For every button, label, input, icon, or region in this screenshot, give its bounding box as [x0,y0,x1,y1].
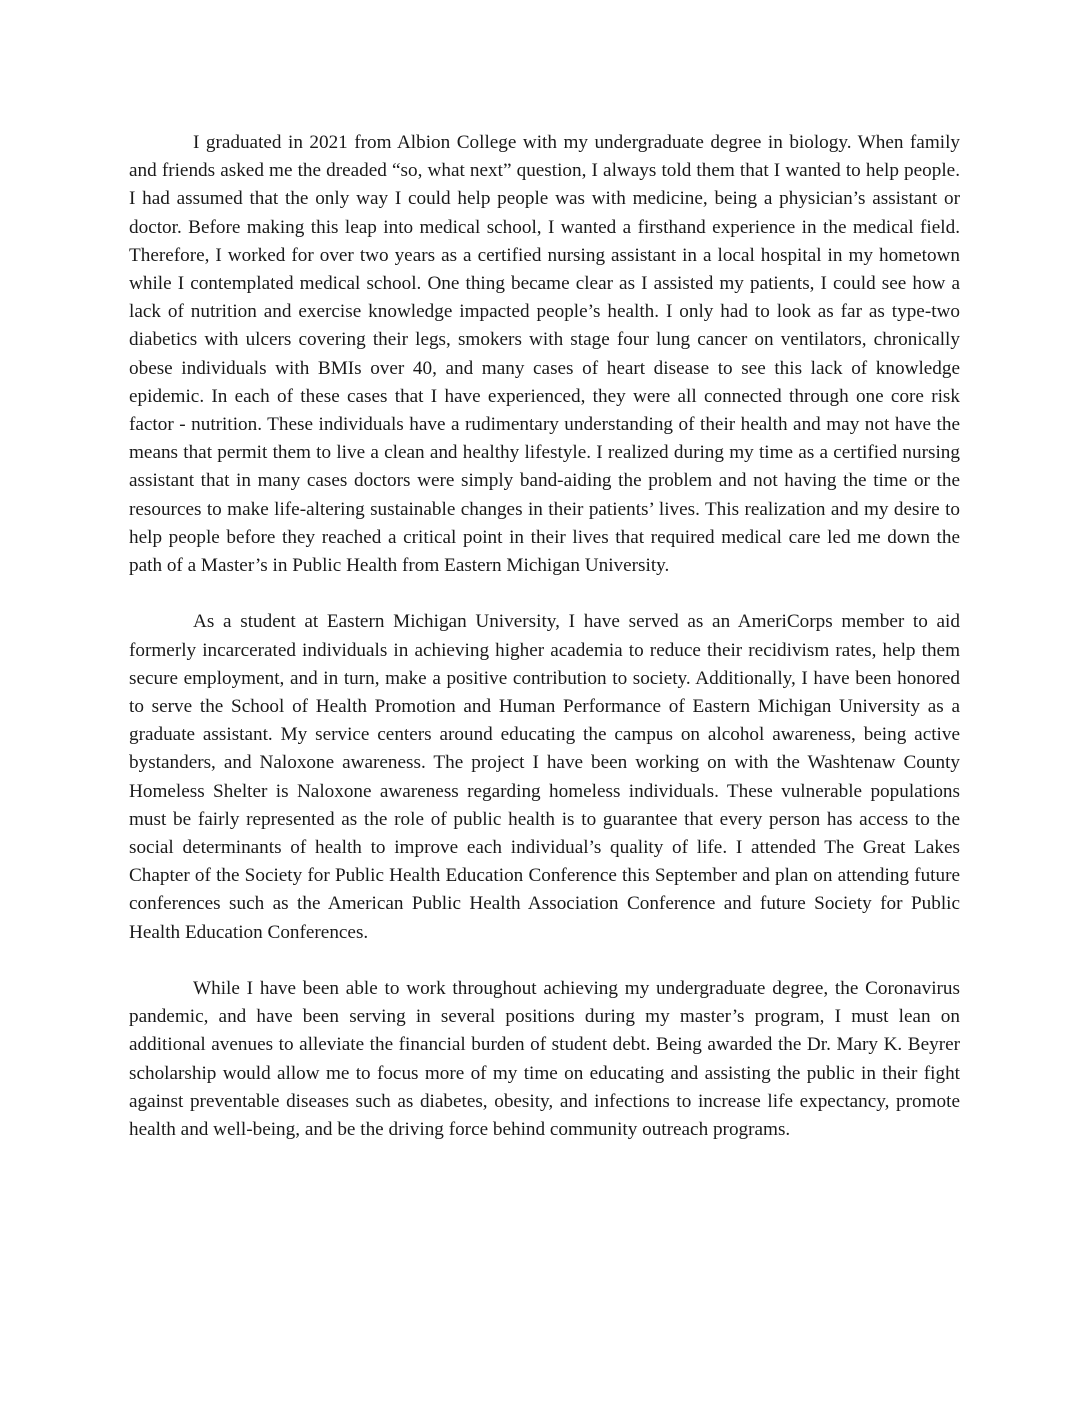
paragraph-education-background: I graduated in 2021 from Albion College with my undergraduate degree in biology. When family and friends asked me the dreaded “so, what next” question, I always told them that I wanted to help people. I had assumed that the only way I could help people was with medicine, being a physician’s assistant or doctor. Before making this leap into medical school, I wanted a firsthand experience in the medical field. Therefore, I worked for over two years as a certified nursing assistant in a local hospital in my hometown while I contemplated medical school. One thing became clear as I assisted my patients, I could see how a lack of nutrition and exercise knowledge impacted people’s health. I only had to look as far as type-two diabetics with ulcers covering their legs, smokers with stage four lung cancer on ventilators, chronically obese individuals with BMIs over 40, and many cases of heart disease to see this lack of knowledge epidemic. In each of these cases that I have experienced, they were all connected through one core risk factor - nutrition. These individuals have a rudimentary understanding of their health and may not have the means that permit them to live a clean and healthy lifestyle. I realized during my time as a certified nursing assistant that in many cases doctors were simply band-aiding the problem and not having the time or the resources to make life-altering sustainable changes in their patients’ lives. This realization and my desire to help people before they reached a critical point in their lives that required medical care led me down the path of a Master’s in Public Health from Eastern Michigan University. [129,132,960,577]
essay-body [129,129,960,1144]
paragraph-university-service: As a student at Eastern Michigan University, I have served as an AmeriCorps member to aid formerly incarcerated individuals in achieving higher academia to reduce their recidivism rates, help them secure employment, and in turn, make a positive contribution to society. Additionally, I have been honored to serve the School of Health Promotion and Human Performance of Eastern Michigan University as a graduate assistant. My service centers around educating the campus on alcohol awareness, being active bystanders, and Naloxone awareness. The project I have been working on with the Washtenaw County Homeless Shelter is Naloxone awareness regarding homeless individuals. These vulnerable populations must be fairly represented as the role of public health is to guarantee that every person has access to the social determinants of health to improve each individual’s quality of life. I attended The Great Lakes Chapter of the Society for Public Health Education Conference this September and plan on attending future conferences such as the American Public Health Association Conference and future Society for Public Health Education Conferences. [129,611,960,943]
paragraph-scholarship-request: While I have been able to work throughout achieving my undergraduate degree, the Coronavirus pandemic, and have been serving in several positions during my master’s program, I must lean on additional avenues to alleviate the financial burden of student debt. Being awarded the Dr. Mary K. Beyrer scholarship would allow me to focus more of my time on educating and assisting the public in their fight against preventable diseases such as diabetes, obesity, and infections to increase life expectancy, promote health and well-being, and be the driving force behind community outreach programs. [129,978,960,1141]
